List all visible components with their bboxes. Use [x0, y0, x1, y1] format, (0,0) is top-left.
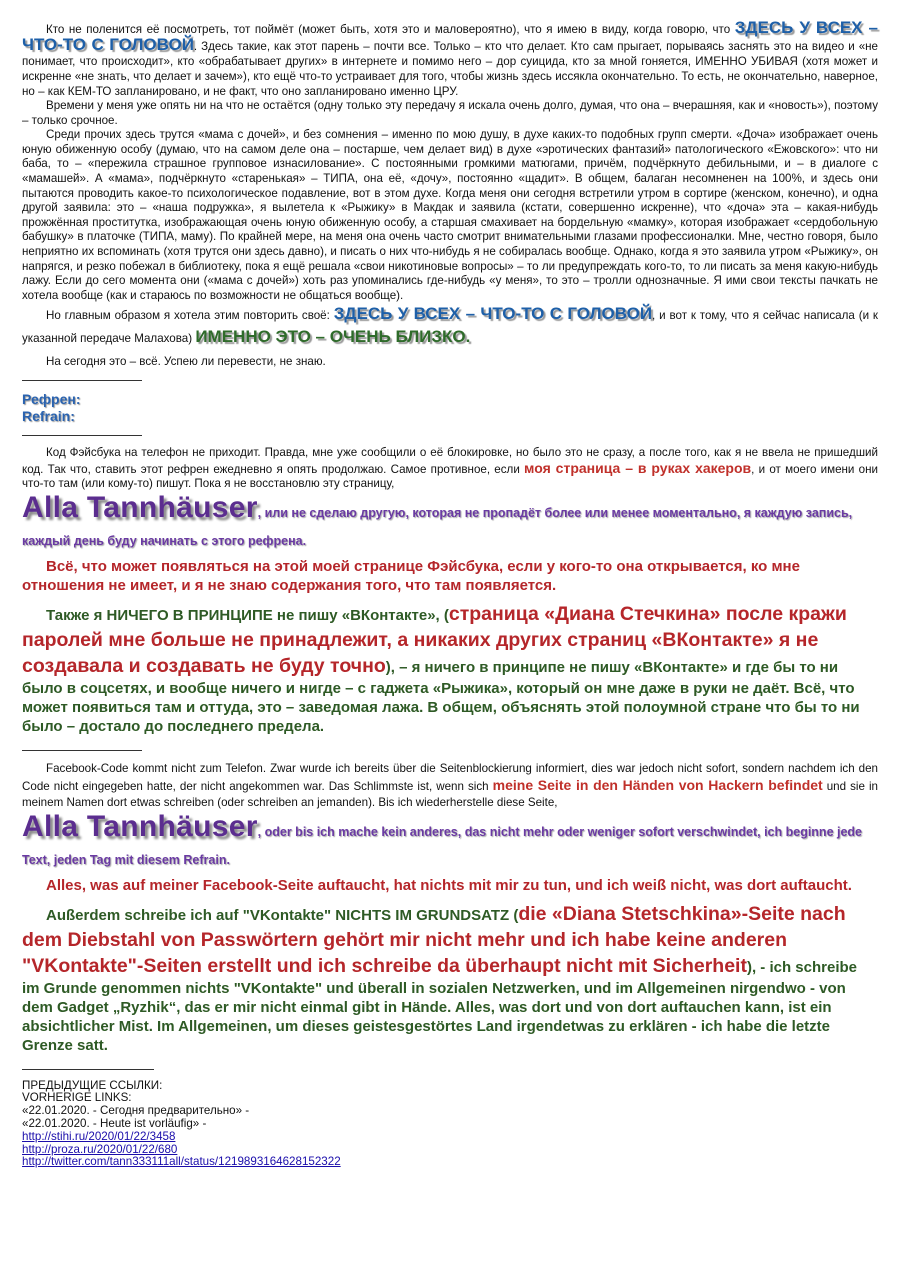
de-p3-text-b: ), - ich schreibe im Grunde genommen nichts "VKontakte" und überall in sozialen Netzwerken, und im Allgemeinen nirgendwo - von dem Gadget „Ryzhik“, das er mir nicht einmal gibt in Hände. Alles, was dort und von dort auftauchen kann, ist ein absichtlicher Mist. Im Allgemeinen, um dieses geistesgestörtes Land irgendetwas zu erklären - ich habe die letzte Grenze satt.	[22, 958, 858, 1054]
ru-p1-highlight: ЗДЕСЬ У ВСЕХ – ЧТО-ТО С ГОЛОВОЙ	[22, 18, 878, 54]
ru-paragraph-5: На сегодня это – всё. Успею ли перевести, не знаю.	[46, 355, 326, 369]
de-alla-tail: , oder bis ich mache kein anderes, das nicht mehr oder weniger sofort verschwindet, ich beginne jede Text, jeden Tag mit diesem Refrain.	[22, 824, 863, 867]
de-p1-highlight: meine Seite in den Händen von Hackern befindet	[492, 776, 823, 793]
refrain-label-en: Refrain:	[22, 407, 75, 424]
de-p1-text: Facebook-Code kommt nicht zum Telefon. Zwar wurde ich bereits über die Seitenblockierung informiert, dies war jedoch nicht sofort, sondern nachdem ich den Code nicht eingegeben hatte, der nicht angekommen war. Das Schlimmste ist, wenn sich	[22, 761, 878, 793]
link-title-de: «22.01.2020. - Heute ist vorläufig» -	[22, 1117, 207, 1131]
divider	[22, 1069, 154, 1070]
ru-p1-text-b: . Здесь такие, как этот парень – почти все. Только – кто что делает. Кто сам прыгает, порываясь заснять это на видео и «не понимает, что происходит», кто «обрабатывает других» в интернете и помимо него – дор суицида, кто за мной гоняется, ИМЕННО УБИВАЯ (хотя может и искренне «не знать, что делает и зачем»), кто ещё что-то устраивает для того, чтобы жизнь здесь иссякла окончательно. То есть, не окончательно, наверное, но – как КЕМ-ТО запланировано, и не факт, что оно запланировано именно ЦРУ.	[22, 40, 878, 98]
ru-paragraph-6	[22, 446, 878, 492]
de-p3-text: Außerdem schreibe ich auf "VKontakte" NICHTS IM GRUNDSATZ (	[46, 906, 519, 924]
links-heading-de: VORHERIGE LINKS:	[22, 1091, 132, 1105]
divider	[22, 435, 142, 436]
de-paragraph-3	[22, 901, 878, 1055]
ru-paragraph-8	[22, 601, 878, 736]
ru-p6-highlight: моя страница – в руках хакеров	[524, 459, 752, 476]
divider	[22, 750, 142, 751]
ru-paragraph-1	[22, 20, 878, 99]
ru-p4-highlight-2: ИМЕННО ЭТО – ОЧЕНЬ БЛИЗКО.	[195, 327, 471, 347]
divider	[22, 380, 142, 381]
ru-p6-text-b: , и от моего имени они что-то там (или кому-то) пишут. Пока я не восстановлю эту страницу,	[22, 462, 878, 491]
de-paragraph-1	[22, 761, 878, 811]
ru-paragraph-3: Среди прочих здесь трутся «мама с дочей», и без сомнения – именно по мою душу, в духе каких-то подобных групп смерти. «Доча» изображает очень юную обиженную особу (думаю, что на самом деле она – постарше, чем делает вид) в духе «эротических фантазий» патологического «Ежовского»: что ни баба, то – «пережила страшное групповое изнасилование». С постоянными громкими матюгами, причём, подчёркнуто дебильными, и – в диалоге с «мамашей». А «мама», подчёркнуто «старенькая» – ТИПА, она её, «дочу», постоянно «щадит». В общем, балаган несомненен на 100%, и здесь они пытаются проводить какое-то психологическое подавление, вот в этом духе. Когда меня они сегодня встретили утром в сортире (женском, конечно), и одна другой заявила: это – «наша подружка», я вылетела к «Рыжику» в Макдак и заявила (кстати, совершенно искренне), что «доча» эта – какая-нибудь прожжённая проститутка, изображающая очень юную обиженную особу, а старшая смахивает на бордельную «мамку», которая изображает «сердобольную бабушку» в платочке (ТИПА, маму). По крайней мере, на меня она очень часто смотрит внимательными глазами профессионалки. Мне, честно говоря, было неприятно их вспоминать (хотя трутся они здесь давно), и писать о них что-нибудь я не собиралась вообще. Однако, когда я это заявила утром «Рыжику», он напрягся, и резко побежал в библиотеку, пока я ещё решала «свои никотиновые вопросы» – то ли предупреждать кого-то, то ли писать за меня какую-нибудь лажу. Если до сего момента они («мама с дочей») хоть раз упоминались где-нибудь «у меня», то это – тролли однозначные. Я ими свои тексты пачкать не хотела вообще (как и стараюсь по возможности не общаться вообще).	[22, 128, 878, 302]
previous-links	[22, 1080, 878, 1170]
ru-p4-highlight: ЗДЕСЬ У ВСЕХ – ЧТО-ТО С ГОЛОВОЙ	[333, 304, 653, 324]
alla-signature: Alla Tannhäuser	[22, 490, 258, 524]
link-twitter[interactable]: http://twitter.com/tann333111all/status/1219893164628152322	[22, 1155, 341, 1169]
de-p1-text-b: und sie in meinem Namen dort etwas schreiben (oder schreiben an jemanden). Bis ich wiederherstelle diese Seite,	[22, 779, 878, 809]
ru-p4-text: Но главным образом я хотела этим повторить своё:	[46, 309, 330, 323]
ru-p8-text-b: ), – я ничего в принципе не пишу «ВКонтакте» и где бы то ни было в соцсетях, и вообще ничего и нигде – с гаджета «Рыжика», который он мне даже в руки не даёт. Всё, что может появиться там и оттуда, это – заведомая лажа. В общем, объяснять этой полоумной стране что бы то ни было – достало до последнего предела.	[22, 658, 860, 735]
ru-p8-text: Также я НИЧЕГО В ПРИНЦИПЕ не пишу «ВКонтакте», (	[46, 606, 449, 624]
ru-p4-text-b: , и вот к тому, что я сейчас написала (и к указанной передаче Малахова)	[22, 309, 878, 346]
refrain-label-ru: Рефрен:	[22, 390, 81, 407]
ru-paragraph-4	[22, 303, 878, 349]
ru-paragraph-7: Всё, что может появляться на этой моей странице Фэйсбука, если у кого-то она открывается, ко мне отношения не имеет, и я не знаю содержания того, что там появляется.	[22, 557, 800, 594]
de-paragraph-2: Alles, was auf meiner Facebook-Seite auftaucht, hat nichts mit mir zu tun, und ich weiß nicht, was dort auftaucht.	[46, 876, 852, 894]
de-alla-paragraph	[22, 809, 878, 874]
alla-signature: Alla Tannhäuser	[22, 809, 258, 843]
ru-paragraph-2: Времени у меня уже опять ни на что не остаётся (одну только эту передачу я искала очень долго, думая, что она – вчерашняя, как и «новость»), поэтому – только срочное.	[22, 99, 878, 127]
ru-p8-highlight: страница «Диана Стечкина» после кражи паролей мне больше не принадлежит, а никаких других страниц «ВКонтакте» я не создавала и создавать не буду точно	[22, 602, 847, 677]
links-heading-ru: ПРЕДЫДУЩИЕ ССЫЛКИ:	[22, 1078, 163, 1092]
link-title-ru: «22.01.2020. - Сегодня предварительно» -	[22, 1104, 250, 1118]
ru-alla-paragraph	[22, 490, 878, 555]
ru-alla-tail: , или не сделаю другую, которая не пропадёт более или менее моментально, я каждую запись, каждый день буду начинать с этого рефрена.	[22, 505, 853, 548]
de-p3-highlight: die «Diana Stetschkina»-Seite nach dem Diebstahl von Passwörtern gehört mir nicht mehr und ich habe keine anderen "VKontakte"-Seiten erstellt und ich schreibe da überhaupt nicht mit Sicherheit	[22, 902, 846, 977]
link-stihi[interactable]: http://stihi.ru/2020/01/22/3458	[22, 1129, 176, 1143]
ru-p6-text: Код Фэйсбука на телефон не приходит. Правда, мне уже сообщили о её блокировке, но было это не сразу, а после того, как я не ввела не пришедший код. Так что, ставить этот рефрен ежедневно я опять продолжаю. Самое противное, если	[22, 445, 878, 476]
ru-p1-text: Кто не поленится её посмотреть, тот поймёт (может быть, хотя это и маловероятно), что я имею в виду, когда говорю, что	[46, 23, 731, 36]
link-proza[interactable]: http://proza.ru/2020/01/22/680	[22, 1142, 178, 1156]
